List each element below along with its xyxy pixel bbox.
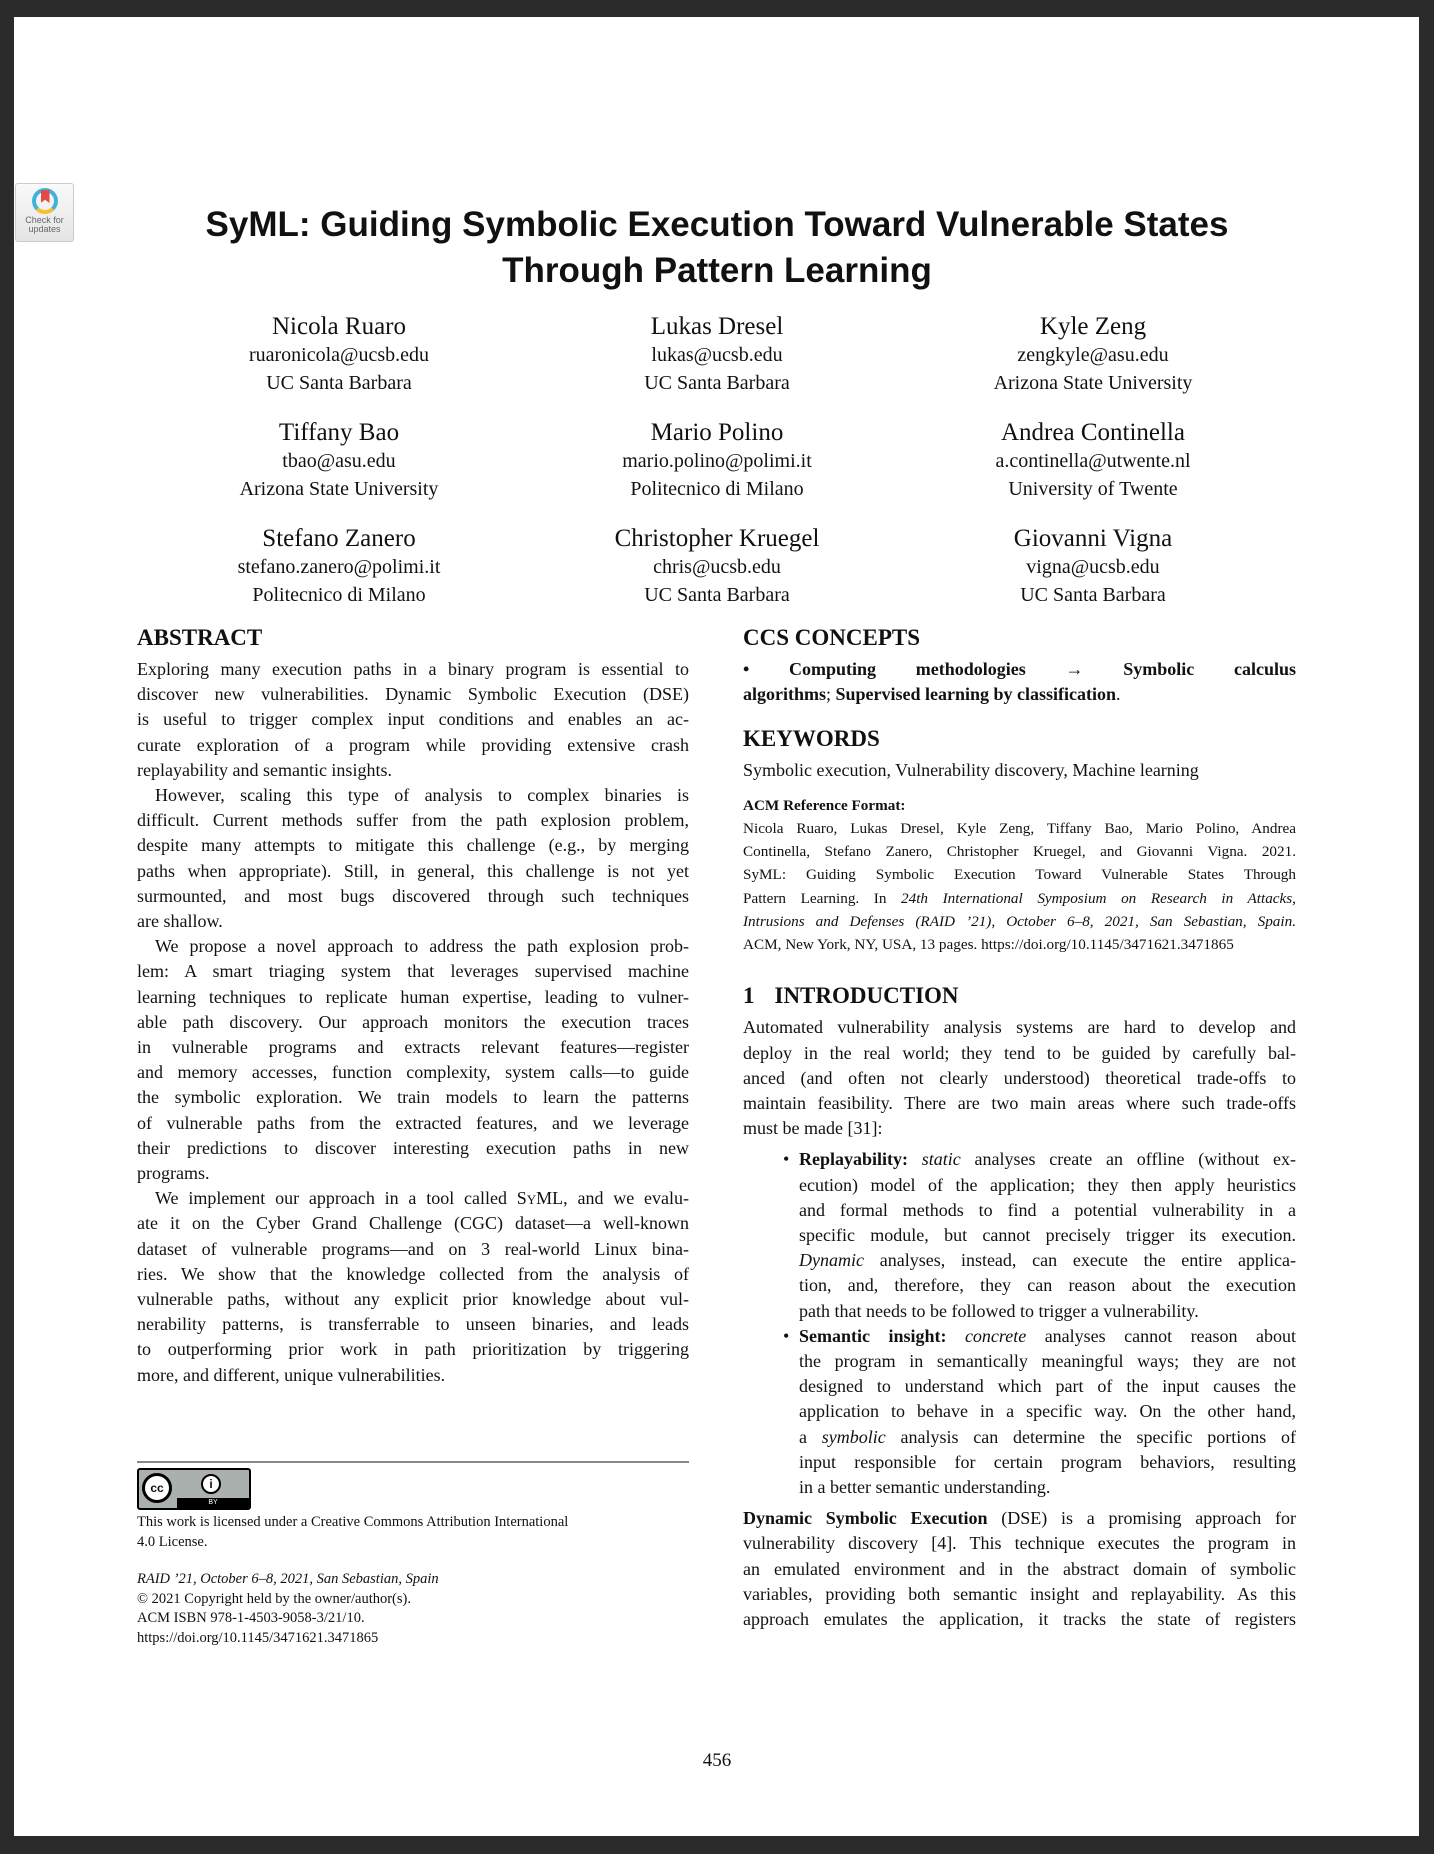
text-line (137, 707, 689, 732)
author-affiliation: University of Twente (1008, 478, 1178, 500)
person-icon: i (201, 1474, 221, 1494)
text-run: discover new vulnerabilities. Dynamic Symbolic Execution (DSE) (137, 684, 689, 705)
text-run: analysis can determine the specific portions of (885, 1426, 1296, 1447)
text-line (137, 1161, 689, 1186)
badge-label-1: Check for (25, 215, 64, 225)
text-run: vulnerability discovery [4]. This technique executes the program in (743, 1533, 1296, 1554)
text-run: paths when appropriate). Still, in general, this challenge is not yet (137, 860, 689, 881)
isbn: ACM ISBN 978-1-4503-9058-3/21/10. (137, 1610, 365, 1626)
bold-text: Replayability: (799, 1149, 922, 1170)
text-line (799, 1273, 1296, 1298)
text-run: However, scaling this type of analysis to complex binaries is (155, 785, 689, 806)
author-email[interactable]: vigna@ucsb.edu (1026, 556, 1160, 578)
bullet-icon: • (783, 1149, 790, 1170)
text-run: analyses cannot reason about (1026, 1325, 1296, 1346)
text-line (799, 1299, 1296, 1324)
text-run: Nicola Ruaro, Lukas Dresel, Kyle Zeng, Tiffany Bao, Mario Polino, Andrea (743, 819, 1296, 837)
author-affiliation: Politecnico di Milano (630, 478, 804, 500)
text-line (799, 1324, 1296, 1349)
bold-text: algorithms (743, 684, 826, 705)
section-number: 1 (743, 983, 755, 1009)
text-line (799, 1475, 1296, 1500)
text-line (799, 1173, 1296, 1198)
italic-text: Intrusions and Defenses (RAID ’21), October 6–8, 2021, San Sebastian, Spain. (743, 912, 1296, 930)
text-line (743, 863, 1296, 886)
text-run: approach emulates the application, it tracks the state of registers (743, 1609, 1296, 1630)
text-run: ries. We show that the knowledge collected from the analysis of (137, 1263, 689, 1284)
author-block (913, 313, 1273, 397)
text-run: programs. (137, 1163, 210, 1184)
text-line (799, 1198, 1296, 1223)
text-run: to outperforming prior work in path prioritization by triggering (137, 1339, 689, 1360)
text-run: difficult. Current methods suffer from the path explosion problem, (137, 810, 689, 831)
abstract-body (137, 657, 689, 1388)
ccs-heading: CCS CONCEPTS (743, 625, 921, 650)
author-email[interactable]: lukas@ucsb.edu (651, 344, 783, 366)
text-line (137, 959, 689, 984)
author-email[interactable]: stefano.zanero@polimi.it (237, 556, 441, 578)
license-line-1: This work is licensed under a Creative Commons Attribution International (137, 1514, 569, 1530)
text-run: We propose a novel approach to address the path explosion prob- (155, 936, 689, 957)
text-run: path that needs to be followed to trigger a vulnerability. (799, 1300, 1199, 1321)
bold-text: • Computing methodologies → Symbolic calculus (743, 659, 1296, 679)
text-line (137, 733, 689, 758)
text-line (137, 657, 689, 682)
text-line (743, 817, 1296, 840)
author-affiliation: Arizona State University (239, 478, 439, 500)
italic-text: static (921, 1149, 961, 1170)
text-run: . (1116, 684, 1121, 705)
text-line (137, 1363, 689, 1388)
text-run: SyML: Guiding Symbolic Execution Toward Vulnerable States Through (743, 866, 1296, 884)
text-run: maintain feasibility. There are two main areas where such trade-offs (743, 1093, 1296, 1113)
text-run: the program in semantically meaningful ways; they are not (799, 1351, 1296, 1372)
text-line (743, 1582, 1296, 1607)
text-line (743, 840, 1296, 863)
intro-body (743, 1015, 1296, 1632)
text-run: input responsible for certain program behaviors, resulting (799, 1451, 1296, 1472)
author-affiliation: UC Santa Barbara (266, 372, 412, 394)
intro-paragraph (743, 1015, 1296, 1141)
author-block (913, 525, 1273, 609)
text-run: surmounted, and most bugs discovered through such techniques (137, 885, 689, 906)
author-name: Tiffany Bao (278, 419, 400, 446)
text-run: analyses, instead, can execute the entire applica- (863, 1250, 1296, 1271)
text-run: ; (826, 684, 836, 705)
text-run: variables, providing both semantic insight and replayability. As this (743, 1583, 1296, 1604)
text-line (799, 1147, 1296, 1172)
intro-paragraph (743, 1506, 1296, 1632)
footnote-divider (137, 1461, 689, 1463)
author-affiliation: UC Santa Barbara (644, 584, 790, 606)
text-line (137, 808, 689, 833)
abstract-section (137, 624, 689, 1388)
italic-text: concrete (964, 1325, 1027, 1346)
text-line (137, 909, 689, 934)
text-run: specific module, but cannot precisely trigger its execution. (799, 1225, 1296, 1246)
text-run: learning techniques to replicate human expertise, leading to vulner- (137, 986, 689, 1007)
italic-text: Dynamic (799, 1250, 864, 1271)
text-line (137, 1211, 689, 1236)
copyright: © 2021 Copyright held by the owner/author(s). (137, 1590, 411, 1607)
text-line (743, 657, 1296, 682)
text-run: dataset of vulnerable programs—and on 3 real-world Linux bina- (137, 1238, 689, 1259)
text-line (799, 1223, 1296, 1248)
paper-title-line-1: SyML: Guiding Symbolic Execution Toward Vulnerable States (205, 205, 1229, 244)
bookmark-icon (32, 188, 58, 214)
text-run: ecution) model of the application; they then apply heuristics (799, 1174, 1296, 1195)
text-line (137, 859, 689, 884)
text-line (137, 1085, 689, 1110)
author-block (537, 525, 897, 609)
author-affiliation: UC Santa Barbara (644, 372, 790, 394)
text-run: curate exploration of a program while providing extensive crash (137, 734, 689, 755)
author-block (159, 313, 519, 397)
text-line (137, 934, 689, 959)
doi-link[interactable]: https://doi.org/10.1145/3471621.3471865 (137, 1629, 379, 1646)
abstract-paragraph (137, 783, 689, 934)
text-line (137, 1237, 689, 1262)
text-line (743, 1531, 1296, 1556)
cc-icon: cc (142, 1473, 172, 1503)
text-run: application to behave in a specific way. On the other hand, (799, 1401, 1296, 1422)
text-run: able path discovery. Our approach monitors the execution traces (137, 1011, 689, 1032)
text-run: Automated vulnerability analysis systems are hard to develop and (743, 1017, 1296, 1038)
author-email[interactable]: a.continella@utwente.nl (995, 450, 1191, 472)
abstract-heading: ABSTRACT (137, 625, 263, 650)
bold-text: Dynamic Symbolic Execution (743, 1508, 988, 1529)
by-label: BY (177, 1498, 249, 1508)
italic-text: symbolic (821, 1426, 886, 1447)
text-line (799, 1450, 1296, 1475)
text-line (137, 783, 689, 808)
text-run: despite many attempts to mitigate this challenge (e.g., by merging (137, 835, 689, 856)
text-line (799, 1425, 1296, 1450)
right-column (743, 624, 1296, 1632)
text-line (137, 1262, 689, 1287)
bold-text: Semantic insight: (799, 1325, 965, 1346)
text-run: , and we evalu- (563, 1188, 689, 1209)
text-run: lem: A smart triaging system that leverages supervised machine (137, 961, 689, 982)
intro-heading (743, 982, 1296, 1010)
text-run: is useful to trigger complex input conditions and enables an ac- (137, 709, 689, 730)
author-name: Christopher Kruegel (614, 525, 820, 552)
author-email[interactable]: chris@ucsb.edu (653, 556, 781, 578)
text-line (137, 833, 689, 858)
bullet-item (743, 1324, 1296, 1500)
text-line (743, 1041, 1296, 1066)
publication-info (137, 1570, 697, 1648)
author-name: Andrea Continella (1001, 419, 1185, 446)
author-block (537, 419, 897, 503)
author-affiliation: Politecnico di Milano (252, 584, 426, 606)
text-line (743, 1091, 1296, 1116)
author-name: Kyle Zeng (1039, 313, 1147, 340)
text-run: a (799, 1426, 822, 1447)
text-line (743, 1557, 1296, 1582)
abstract-paragraph (137, 934, 689, 1186)
paper-title-line-2: Through Pattern Learning (502, 251, 932, 290)
text-run: are shallow. (137, 911, 223, 932)
text-run: in a better semantic understanding. (799, 1477, 1051, 1498)
text-line (137, 1186, 689, 1211)
keywords-heading: KEYWORDS (743, 726, 880, 752)
text-line (799, 1374, 1296, 1399)
text-run: must be made [31]: (743, 1118, 883, 1139)
author-block (913, 419, 1273, 503)
text-line (743, 1066, 1296, 1091)
text-run: We implement our approach in a tool called (155, 1188, 517, 1209)
text-run: vulnerable paths, without any explicit prior knowledge about vul- (137, 1289, 689, 1310)
venue: RAID ’21, October 6–8, 2021, San Sebastian, Spain (137, 1571, 439, 1587)
small-caps-text: SyML (516, 1188, 564, 1209)
text-run: designed to understand which part of the input causes the (799, 1376, 1296, 1397)
license-line-2: 4.0 License. (137, 1533, 208, 1550)
bullet-item (743, 1147, 1296, 1323)
author-name: Lukas Dresel (650, 313, 784, 340)
text-run: tion, and, therefore, they can reason about the execution (799, 1275, 1296, 1296)
author-email[interactable]: mario.polino@polimi.it (622, 450, 812, 472)
author-block (159, 525, 519, 609)
author-email[interactable]: ruaronicola@ucsb.edu (248, 344, 430, 366)
text-run: nerability patterns, is transferrable to unseen binaries, and leads (137, 1314, 689, 1335)
text-run: (DSE) is a promising approach for (987, 1508, 1296, 1529)
keywords-text: Symbolic execution, Vulnerability discovery, Machine learning (743, 760, 1199, 781)
author-block (159, 419, 519, 503)
abstract-paragraph (137, 1186, 689, 1388)
text-run: of vulnerable paths from the extracted features, and we leverage (137, 1112, 689, 1133)
text-run: analyses create an offline (without ex- (960, 1149, 1296, 1170)
text-run: an emulated environment and in the abstract domain of symbolic (743, 1558, 1296, 1579)
author-name: Mario Polino (650, 419, 784, 446)
acm-ref-heading: ACM Reference Format: (743, 796, 906, 814)
author-name: Giovanni Vigna (1013, 525, 1173, 552)
text-line (799, 1248, 1296, 1273)
text-line (137, 1136, 689, 1161)
page-number: 456 (702, 1750, 732, 1771)
text-run: and formal methods to find a potential vulnerability in a (799, 1199, 1296, 1220)
text-run: replayability and semantic insights. (137, 759, 392, 780)
text-line (799, 1349, 1296, 1374)
ccs-concepts (743, 657, 1296, 707)
cc-by-license-logo (137, 1468, 251, 1510)
text-line (743, 682, 1296, 707)
author-name: Nicola Ruaro (272, 313, 406, 340)
bold-text: Supervised learning by classification (835, 684, 1117, 705)
text-line (743, 933, 1296, 956)
author-email[interactable]: tbao@asu.edu (282, 450, 396, 472)
text-run: Continella, Stefano Zanero, Christopher Kruegel, and Giovanni Vigna. 2021. (743, 842, 1296, 860)
text-line (137, 1035, 689, 1060)
author-block (537, 313, 897, 397)
text-line (137, 985, 689, 1010)
text-run: Exploring many execution paths in a binary program is essential to (137, 659, 689, 679)
author-name: Stefano Zanero (262, 525, 416, 552)
text-line (137, 1337, 689, 1362)
text-run: and memory accesses, function complexity, system calls—to guide (137, 1062, 689, 1083)
text-run: deploy in the real world; they tend to be guided by carefully bal- (743, 1042, 1296, 1063)
italic-text: 24th International Symposium on Research in Attacks, (901, 889, 1296, 907)
check-for-updates-badge[interactable] (15, 183, 74, 242)
text-run: in vulnerable programs and extracts relevant features—register (137, 1037, 689, 1058)
license-text (137, 1513, 697, 1552)
author-email[interactable]: zengkyle@asu.edu (1017, 344, 1169, 366)
text-line (137, 1010, 689, 1035)
text-run: ate it on the Cyber Grand Challenge (CGC) dataset—a well-known (137, 1213, 689, 1234)
text-line (137, 884, 689, 909)
text-line (137, 1060, 689, 1085)
text-line (137, 1312, 689, 1337)
author-affiliation: Arizona State University (993, 372, 1193, 394)
badge-label-2: updates (28, 224, 61, 234)
text-run: anced (and often not clearly understood) theoretical trade-offs to (743, 1067, 1296, 1088)
text-line (137, 1287, 689, 1312)
text-line (743, 1116, 1296, 1141)
text-run: Pattern Learning. In (743, 889, 902, 907)
acm-reference (743, 817, 1296, 957)
text-run: ACM, New York, NY, USA, 13 pages. https://doi.org/10.1145/3471621.3471865 (743, 936, 1234, 954)
text-run: the symbolic exploration. We train models to learn the patterns (137, 1087, 689, 1108)
section-title: INTRODUCTION (774, 983, 959, 1009)
abstract-paragraph (137, 657, 689, 783)
text-run: their predictions to discover interesting execution paths in new (137, 1137, 689, 1158)
author-affiliation: UC Santa Barbara (1020, 584, 1166, 606)
text-line (743, 1607, 1296, 1632)
text-line (743, 1015, 1296, 1040)
text-line (743, 910, 1296, 933)
text-line (799, 1399, 1296, 1424)
text-line (137, 1111, 689, 1136)
text-line (743, 1506, 1296, 1531)
text-run: more, and different, unique vulnerabilities. (137, 1364, 446, 1385)
text-line (137, 682, 689, 707)
bullet-list (743, 1147, 1296, 1500)
text-line (743, 887, 1296, 910)
text-line (137, 758, 689, 783)
bullet-icon: • (783, 1325, 790, 1346)
